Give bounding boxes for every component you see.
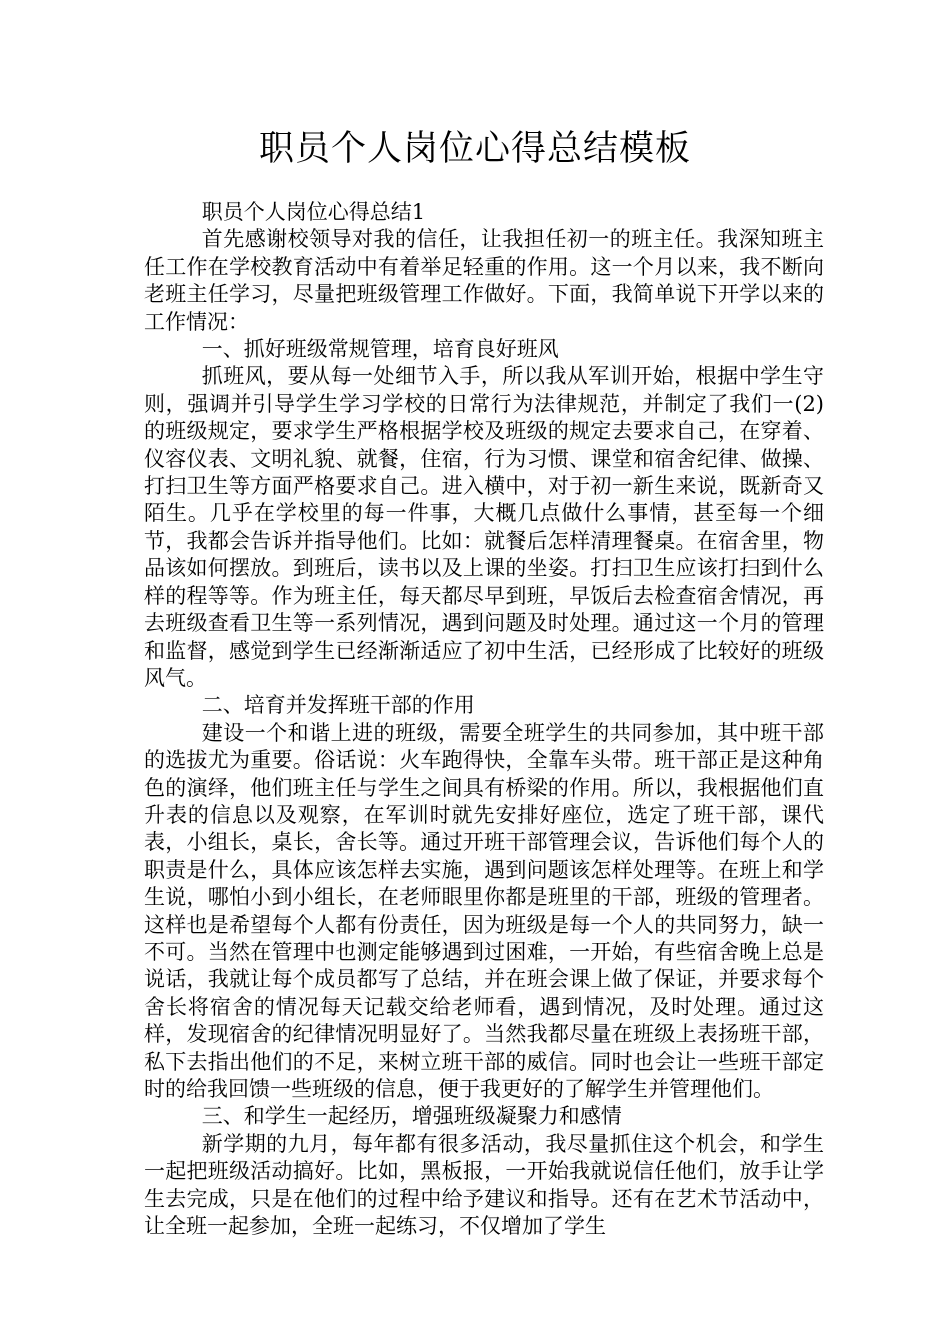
section-heading: 三、和学生一起经历，增强班级凝聚力和感情 [201, 1104, 622, 1129]
body-paragraph: 建设一个和谐上进的班级，需要全班学生的共同参加，其中班干部的选拔尤为重要。俗话说：火车跑得快，全靠车头带。班干部正是这种角色的演绎，他们班主任与学生之间具有桥梁的作用。所以，我根据他们直升表的信息以及观察，在军训时就先安排好座位，选定了班干部，课代表，小组长，桌长，舍长等。通过开班干部管理会议，告诉他们每个人的职责是什么，具体应该怎样去实施，遇到问题该怎样处理等。在班上和学生说，哪怕小到小组长，在老师眼里你都是班里的干部，班级的管理者。这样也是希望每个人都有份责任，因为班级是每一个人的共同努力，缺一不可。当然在管理中也测定能够遇到过困难，一开始，有些宿舍晚上总是说话，我就让每个成员都写了总结，并在班会课上做了保证，并要求每个舍长将宿舍的情况每天记载交给老师看，遇到情况，及时处理。通过这样，发现宿舍的纪律情况明显好了。当然我都尽量在班级上表扬班干部，私下去指出他们的不足，来树立班干部的威信。同时也会让一些班干部定时的给我回馈一些班级的信息，便于我更好的了解学生并管理他们。 [144, 720, 824, 1101]
section-heading: 二、培育并发挥班干部的作用 [201, 693, 475, 718]
section-subtitle: 职员个人岗位心得总结1 [201, 200, 426, 224]
body-paragraph: 首先感谢校领导对我的信任，让我担任初一的班主任。我深知班主任工作在学校教育活动中有着举足轻重的作用。这一个月以来，我不断向老班主任学习，尽量把班级管理工作做好。下面，我简单说下开学以来的工作情况： [144, 227, 824, 334]
document-body [144, 199, 824, 1240]
body-paragraph: 新学期的九月，每年都有很多活动，我尽量抓住这个机会，和学生一起把班级活动搞好。比如，黑板报，一开始我就说信任他们，放手让学生去完成，只是在他们的过程中给予建议和指导。还有在艺术节活动中，让全班一起参加，全班一起练习，不仅增加了学生 [144, 1131, 824, 1239]
document-title: 职员个人岗位心得总结模板 [258, 129, 691, 169]
section-heading: 一、抓好班级常规管理，培育良好班风 [201, 337, 559, 362]
body-paragraph: 抓班风，要从每一处细节入手，所以我从军训开始，根据中学生守则，强调并引导学生学习学校的日常行为法律规范，并制定了我们一(2)的班级规定，要求学生严格根据学校及班级的规定去要求自己，在穿着、仪容仪表、文明礼貌、就餐，住宿，行为习惯、课堂和宿舍纪律、做操、打扫卫生等方面严格要求自己。进入横中，对于初一新生来说，既新奇又陌生。几乎在学校里的每一件事，大概几点做什么事情，甚至每一个细节，我都会告诉并指导他们。比如：就餐后怎样清理餐桌。在宿舍里，物品该如何摆放。到班后，读书以及上课的坐姿。打扫卫生应该打扫到什么样的程等等。作为班主任，每天都尽早到班，早饭后去检查宿舍情况，再去班级查看卫生等一系列情况，遇到问题及时处理。通过这一个月的管理和监督，感觉到学生已经渐渐适应了初中生活，已经形成了比较好的班级风气。 [144, 364, 824, 690]
